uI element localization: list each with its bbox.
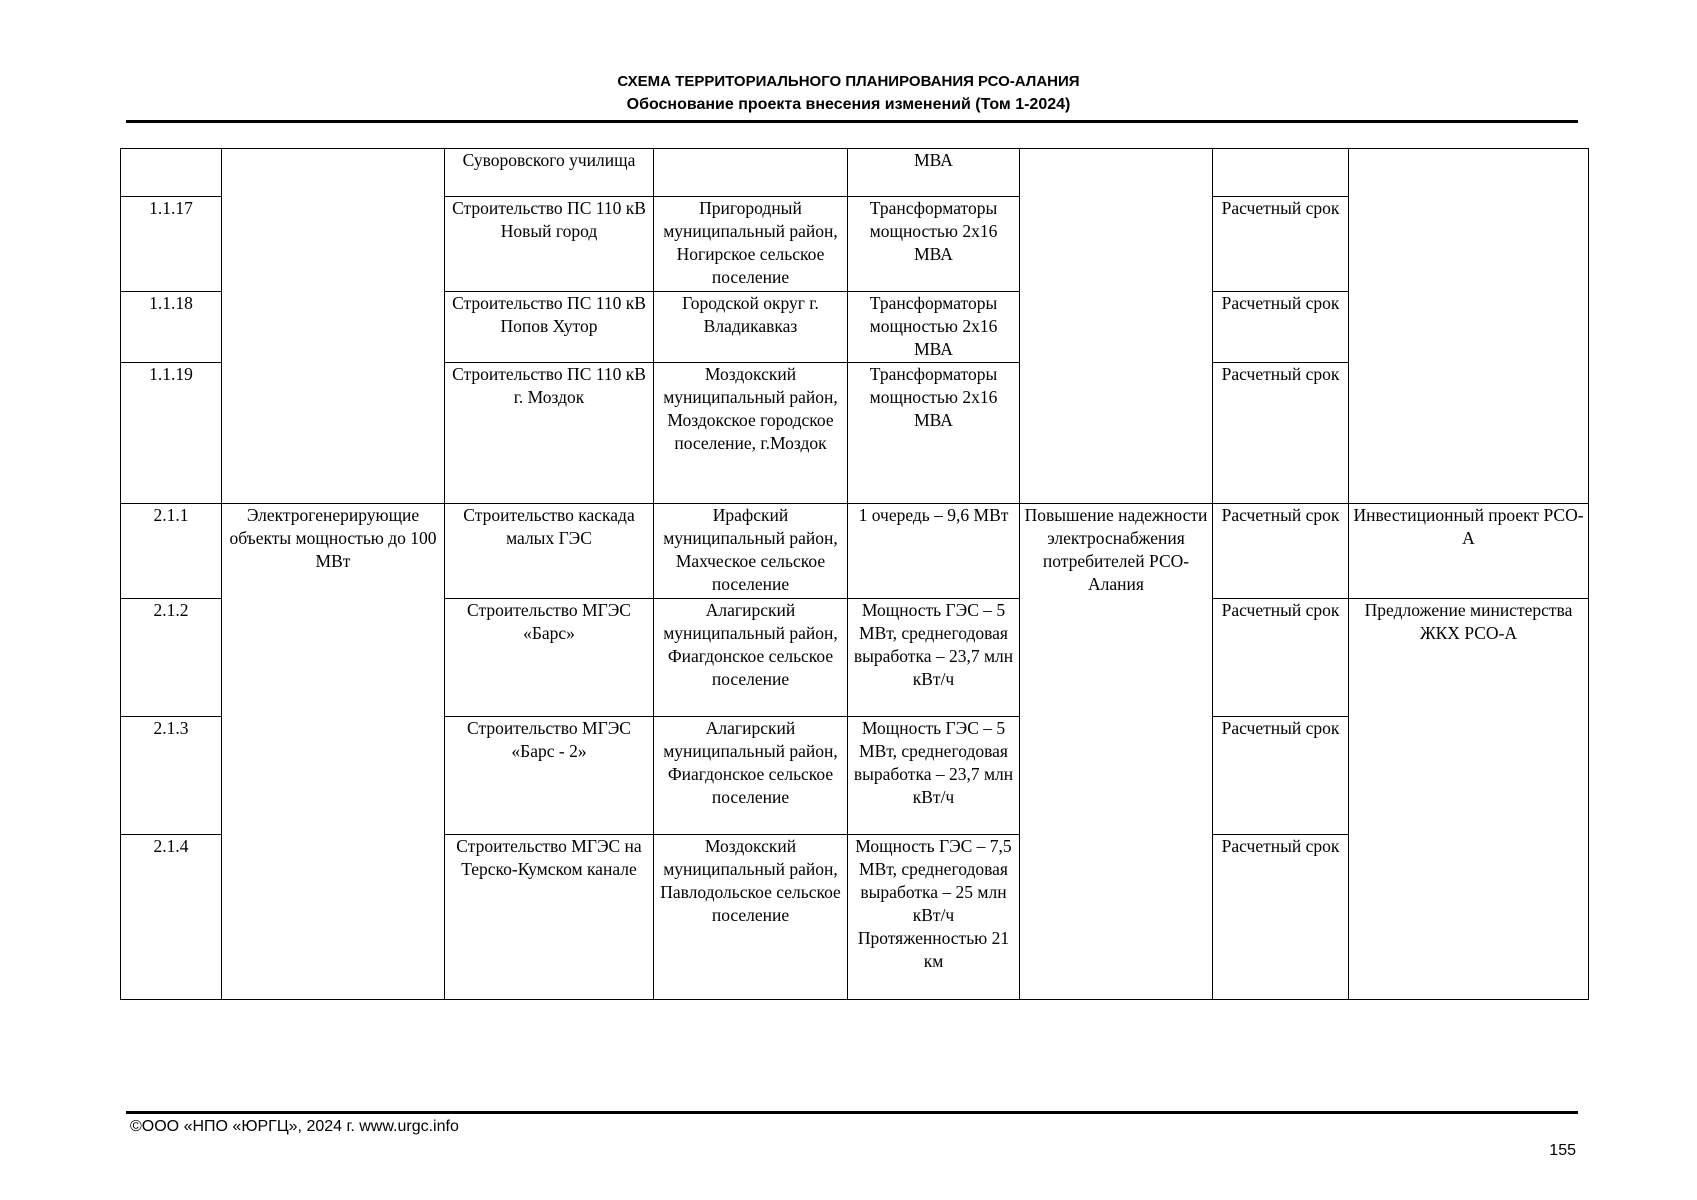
object-name: Строительство ПС 110 кВ г. Моздок — [445, 363, 654, 504]
objects-table — [120, 148, 1589, 1000]
object-parameters: Мощность ГЭС – 5 МВт, среднегодовая выработка – 23,7 млн кВт/ч — [848, 599, 1020, 717]
footer-divider — [126, 1111, 1578, 1114]
footer-copyright: ©ООО «НПО «ЮРГЦ», 2024 г. www.urgc.info — [130, 1118, 459, 1135]
table-row — [121, 149, 1589, 197]
purpose-cell — [1020, 149, 1213, 504]
object-location: Пригородный муниципальный район, Ногирское сельское поселение — [654, 197, 848, 292]
row-number: 1.1.19 — [121, 363, 222, 504]
object-location: Алагирский муниципальный район, Фиагдонское сельское поселение — [654, 599, 848, 717]
object-parameters: 1 очередь – 9,6 МВт — [848, 504, 1020, 599]
document-subtitle: Обоснование проекта внесения изменений (Том 1-2024) — [626, 96, 1071, 113]
page-number: 155 — [1549, 1142, 1576, 1159]
implementation-term: Расчетный срок — [1213, 717, 1349, 835]
object-location — [654, 149, 848, 197]
object-location: Моздокский муниципальный район, Павлодольское сельское поселение — [654, 835, 848, 1000]
object-name: Суворовского училища — [445, 149, 654, 197]
row-number: 2.1.3 — [121, 717, 222, 835]
row-number: 1.1.18 — [121, 292, 222, 363]
implementation-term: Расчетный срок — [1213, 292, 1349, 363]
document-title: СХЕМА ТЕРРИТОРИАЛЬНОГО ПЛАНИРОВАНИЯ РСО-АЛАНИЯ — [617, 73, 1080, 90]
object-parameters: Мощность ГЭС – 7,5 МВт, среднегодовая выработка – 25 млн кВт/ч Протяженностью 21 км — [848, 835, 1020, 1000]
object-name: Строительство ПС 110 кВ Попов Хутор — [445, 292, 654, 363]
purpose-cell: Повышение надежности электроснабжения потребителей РСО-Алания — [1020, 504, 1213, 1000]
basis-cell — [1349, 149, 1589, 504]
row-number: 1.1.17 — [121, 197, 222, 292]
object-name: Строительство МГЭС «Барс» — [445, 599, 654, 717]
object-parameters: Мощность ГЭС – 5 МВт, среднегодовая выработка – 23,7 млн кВт/ч — [848, 717, 1020, 835]
object-parameters: Трансформаторы мощностью 2х16 МВА — [848, 363, 1020, 504]
category-cell — [222, 149, 445, 504]
basis-cell: Предложение министерства ЖКХ РСО-А — [1349, 599, 1589, 1000]
row-number: 2.1.1 — [121, 504, 222, 599]
implementation-term: Расчетный срок — [1213, 835, 1349, 1000]
object-location: Городской округ г. Владикавказ — [654, 292, 848, 363]
basis-cell: Инвестиционный проект РСО-А — [1349, 504, 1589, 599]
object-parameters: Трансформаторы мощностью 2х16 МВА — [848, 197, 1020, 292]
object-name: Строительство МГЭС на Терско-Кумском канале — [445, 835, 654, 1000]
implementation-term: Расчетный срок — [1213, 197, 1349, 292]
object-parameters: Трансформаторы мощностью 2х16 МВА — [848, 292, 1020, 363]
category-cell: Электрогенерирующие объекты мощностью до 100 МВт — [222, 504, 445, 1000]
table-row — [121, 504, 1589, 599]
object-location: Ирафский муниципальный район, Махческое сельское поселение — [654, 504, 848, 599]
object-location: Моздокский муниципальный район, Моздокское городское поселение, г.Моздок — [654, 363, 848, 504]
header-divider — [126, 120, 1578, 123]
object-location: Алагирский муниципальный район, Фиагдонское сельское поселение — [654, 717, 848, 835]
implementation-term: Расчетный срок — [1213, 599, 1349, 717]
object-name: Строительство каскада малых ГЭС — [445, 504, 654, 599]
row-number: 2.1.2 — [121, 599, 222, 717]
row-number: 2.1.4 — [121, 835, 222, 1000]
implementation-term — [1213, 149, 1349, 197]
object-name: Строительство МГЭС «Барс - 2» — [445, 717, 654, 835]
object-parameters: МВА — [848, 149, 1020, 197]
object-name: Строительство ПС 110 кВ Новый город — [445, 197, 654, 292]
implementation-term: Расчетный срок — [1213, 504, 1349, 599]
implementation-term: Расчетный срок — [1213, 363, 1349, 504]
row-number — [121, 149, 222, 197]
